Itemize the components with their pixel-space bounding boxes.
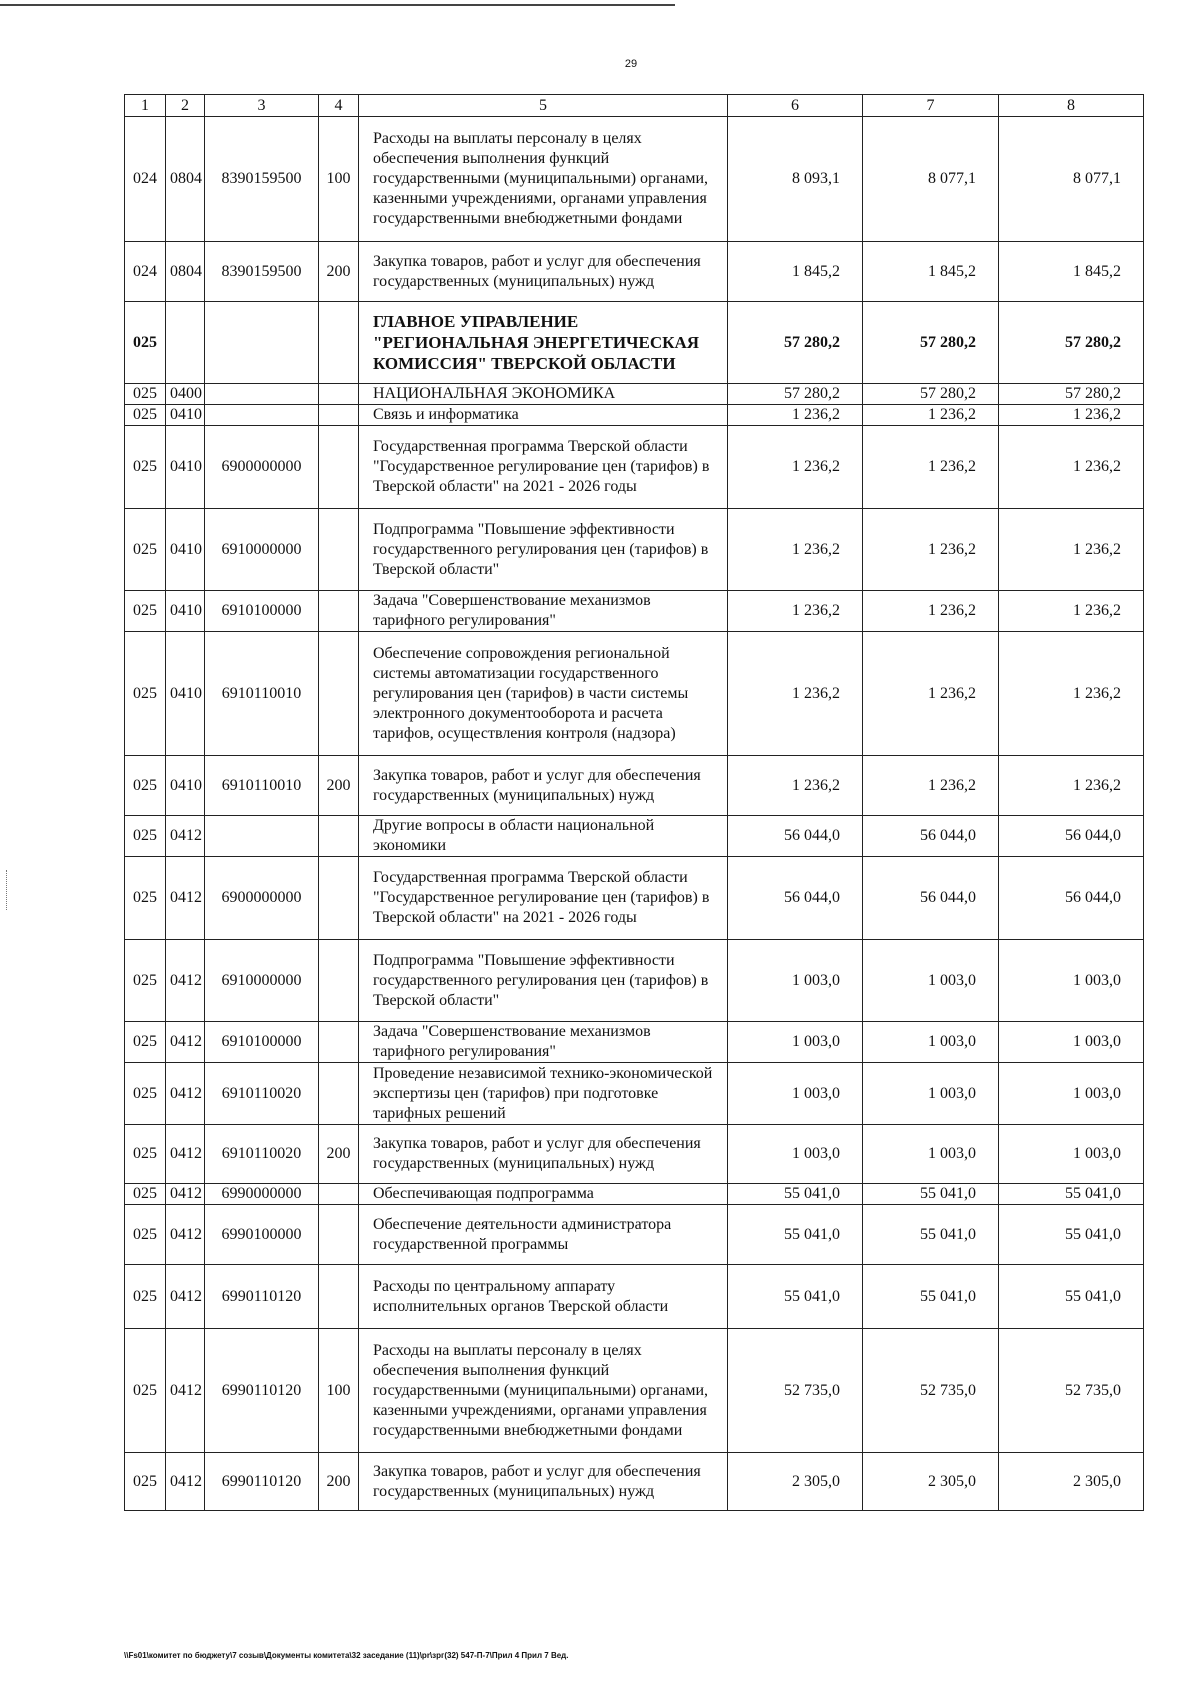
- admin-code-cell: 025: [125, 632, 166, 756]
- expense-type-cell: 200: [319, 1125, 359, 1184]
- table-row: [125, 1125, 1144, 1184]
- description-cell: Государственная программа Тверской области "Государственное регулирование цен (тарифов) в Тверской области" на 2021 - 2026 годы: [359, 857, 728, 940]
- amount-cell: 1 845,2: [863, 242, 999, 302]
- target-article-cell: 6910110020: [205, 1125, 319, 1184]
- amount-cell: 1 003,0: [863, 1125, 999, 1184]
- table-row: [125, 509, 1144, 591]
- admin-code-cell: 025: [125, 940, 166, 1022]
- amount-cell: 2 305,0: [999, 1453, 1144, 1511]
- admin-code-cell: 025: [125, 1205, 166, 1265]
- expense-type-cell: 100: [319, 117, 359, 242]
- section-code-cell: 0412: [166, 1125, 205, 1184]
- table-row: [125, 242, 1144, 302]
- scan-margin-mark: [6, 870, 8, 910]
- page-number: 29: [624, 58, 638, 70]
- table-row: [125, 756, 1144, 816]
- table-row: [125, 816, 1144, 857]
- column-header: 7: [863, 95, 999, 117]
- amount-cell: 56 044,0: [863, 816, 999, 857]
- admin-code-cell: 025: [125, 384, 166, 405]
- description-cell: Расходы по центральному аппарату исполнительных органов Тверской области: [359, 1265, 728, 1329]
- expense-type-cell: [319, 1063, 359, 1125]
- section-code-cell: 0412: [166, 1329, 205, 1453]
- amount-cell: 55 041,0: [728, 1205, 863, 1265]
- expense-type-cell: 200: [319, 242, 359, 302]
- amount-cell: 55 041,0: [999, 1184, 1144, 1205]
- expense-type-cell: [319, 857, 359, 940]
- expense-type-cell: [319, 302, 359, 384]
- section-code-cell: 0412: [166, 940, 205, 1022]
- amount-cell: 57 280,2: [863, 384, 999, 405]
- section-code-cell: 0412: [166, 816, 205, 857]
- target-article-cell: 6910100000: [205, 591, 319, 632]
- target-article-cell: 6910110010: [205, 756, 319, 816]
- description-cell: Другие вопросы в области национальной экономики: [359, 816, 728, 857]
- amount-cell: 1 003,0: [728, 940, 863, 1022]
- amount-cell: 55 041,0: [999, 1265, 1144, 1329]
- description-cell: Государственная программа Тверской области "Государственное регулирование цен (тарифов) в Тверской области" на 2021 - 2026 годы: [359, 426, 728, 509]
- section-code-cell: 0410: [166, 426, 205, 509]
- column-header: 3: [205, 95, 319, 117]
- admin-code-cell: 024: [125, 117, 166, 242]
- admin-code-cell: 025: [125, 1329, 166, 1453]
- amount-cell: 55 041,0: [863, 1184, 999, 1205]
- amount-cell: 55 041,0: [728, 1265, 863, 1329]
- amount-cell: 1 236,2: [863, 426, 999, 509]
- section-code-cell: 0804: [166, 242, 205, 302]
- description-cell: НАЦИОНАЛЬНАЯ ЭКОНОМИКА: [359, 384, 728, 405]
- target-article-cell: 6990100000: [205, 1205, 319, 1265]
- amount-cell: 8 077,1: [863, 117, 999, 242]
- amount-cell: 1 236,2: [999, 426, 1144, 509]
- section-code-cell: 0412: [166, 1205, 205, 1265]
- description-cell: Подпрограмма "Повышение эффективности государственного регулирования цен (тарифов) в Тверской области": [359, 509, 728, 591]
- amount-cell: 1 845,2: [728, 242, 863, 302]
- amount-cell: 1 236,2: [863, 632, 999, 756]
- column-header: 2: [166, 95, 205, 117]
- amount-cell: 1 003,0: [863, 940, 999, 1022]
- table-row: [125, 1453, 1144, 1511]
- footer-file-path: \\Fs01\комитет по бюджету\7 созыв\Документы комитета\32 заседание (11)\pr\зрг(32) 547-П-7\Прил 4 Прил 7 Вед.: [124, 1651, 569, 1660]
- section-code-cell: 0410: [166, 591, 205, 632]
- admin-code-cell: 025: [125, 1184, 166, 1205]
- amount-cell: 1 003,0: [863, 1022, 999, 1063]
- amount-cell: 55 041,0: [863, 1205, 999, 1265]
- description-cell: Обеспечение деятельности администратора государственной программы: [359, 1205, 728, 1265]
- description-cell: Расходы на выплаты персоналу в целях обеспечения выполнения функций государственными (муниципальными) органами, казенными учреждениями, органами управления государственными внебюджетными фондами: [359, 1329, 728, 1453]
- expense-type-cell: [319, 1184, 359, 1205]
- description-cell: Задача "Совершенствование механизмов тарифного регулирования": [359, 1022, 728, 1063]
- admin-code-cell: 025: [125, 816, 166, 857]
- amount-cell: 1 236,2: [863, 509, 999, 591]
- column-header: 4: [319, 95, 359, 117]
- amount-cell: 1 236,2: [863, 756, 999, 816]
- amount-cell: 1 236,2: [999, 591, 1144, 632]
- description-cell: Расходы на выплаты персоналу в целях обеспечения выполнения функций государственными (муниципальными) органами, казенными учреждениями, органами управления государственными внебюджетными фондами: [359, 117, 728, 242]
- target-article-cell: 6910110010: [205, 632, 319, 756]
- amount-cell: 8 077,1: [999, 117, 1144, 242]
- target-article-cell: 6990000000: [205, 1184, 319, 1205]
- amount-cell: 55 041,0: [863, 1265, 999, 1329]
- target-article-cell: 6900000000: [205, 857, 319, 940]
- description-cell: Закупка товаров, работ и услуг для обеспечения государственных (муниципальных) нужд: [359, 1125, 728, 1184]
- table-row: [125, 1205, 1144, 1265]
- expense-type-cell: [319, 1205, 359, 1265]
- table-row: [125, 591, 1144, 632]
- amount-cell: 1 236,2: [728, 756, 863, 816]
- column-header: 1: [125, 95, 166, 117]
- expense-type-cell: [319, 1022, 359, 1063]
- section-code-cell: 0412: [166, 1063, 205, 1125]
- target-article-cell: 8390159500: [205, 242, 319, 302]
- expense-type-cell: [319, 591, 359, 632]
- expense-type-cell: [319, 632, 359, 756]
- amount-cell: 2 305,0: [863, 1453, 999, 1511]
- target-article-cell: 6910100000: [205, 1022, 319, 1063]
- expense-type-cell: 100: [319, 1329, 359, 1453]
- amount-cell: 1 003,0: [999, 940, 1144, 1022]
- expense-type-cell: [319, 426, 359, 509]
- expense-type-cell: 200: [319, 756, 359, 816]
- expense-type-cell: [319, 816, 359, 857]
- amount-cell: 1 236,2: [728, 405, 863, 426]
- section-code-cell: 0412: [166, 1022, 205, 1063]
- amount-cell: 1 236,2: [728, 509, 863, 591]
- amount-cell: 52 735,0: [728, 1329, 863, 1453]
- admin-code-cell: 025: [125, 857, 166, 940]
- section-code-cell: 0410: [166, 509, 205, 591]
- column-header: 5: [359, 95, 728, 117]
- admin-code-cell: 024: [125, 242, 166, 302]
- amount-cell: 1 236,2: [999, 756, 1144, 816]
- table-row: [125, 384, 1144, 405]
- column-header: 8: [999, 95, 1144, 117]
- table-row: [125, 426, 1144, 509]
- table-row: [125, 1265, 1144, 1329]
- amount-cell: 57 280,2: [863, 302, 999, 384]
- admin-code-cell: 025: [125, 426, 166, 509]
- expense-type-cell: [319, 940, 359, 1022]
- section-code-cell: [166, 302, 205, 384]
- section-code-cell: 0410: [166, 632, 205, 756]
- table-row: [125, 632, 1144, 756]
- admin-code-cell: 025: [125, 302, 166, 384]
- description-cell: Закупка товаров, работ и услуг для обеспечения государственных (муниципальных) нужд: [359, 1453, 728, 1511]
- admin-code-cell: 025: [125, 1453, 166, 1511]
- expense-type-cell: [319, 405, 359, 426]
- amount-cell: 1 236,2: [863, 591, 999, 632]
- section-code-cell: 0804: [166, 117, 205, 242]
- admin-code-cell: 025: [125, 1063, 166, 1125]
- amount-cell: 55 041,0: [728, 1184, 863, 1205]
- amount-cell: 1 003,0: [863, 1063, 999, 1125]
- table-row: [125, 940, 1144, 1022]
- amount-cell: 1 845,2: [999, 242, 1144, 302]
- amount-cell: 1 003,0: [728, 1063, 863, 1125]
- admin-code-cell: 025: [125, 509, 166, 591]
- table-row: [125, 117, 1144, 242]
- admin-code-cell: 025: [125, 1265, 166, 1329]
- expense-type-cell: [319, 509, 359, 591]
- amount-cell: 56 044,0: [728, 857, 863, 940]
- admin-code-cell: 025: [125, 1022, 166, 1063]
- amount-cell: 1 236,2: [999, 405, 1144, 426]
- table-row: [125, 1022, 1144, 1063]
- description-cell: Закупка товаров, работ и услуг для обеспечения государственных (муниципальных) нужд: [359, 242, 728, 302]
- amount-cell: 1 003,0: [728, 1125, 863, 1184]
- amount-cell: 1 236,2: [728, 426, 863, 509]
- amount-cell: 55 041,0: [999, 1205, 1144, 1265]
- section-code-cell: 0412: [166, 1184, 205, 1205]
- admin-code-cell: 025: [125, 756, 166, 816]
- target-article-cell: [205, 384, 319, 405]
- description-cell: Проведение независимой технико-экономической экспертизы цен (тарифов) при подготовке тарифных решений: [359, 1063, 728, 1125]
- amount-cell: 1 003,0: [728, 1022, 863, 1063]
- table-header-row: [125, 95, 1144, 117]
- target-article-cell: 6900000000: [205, 426, 319, 509]
- amount-cell: 8 093,1: [728, 117, 863, 242]
- target-article-cell: [205, 816, 319, 857]
- target-article-cell: 6910000000: [205, 940, 319, 1022]
- amount-cell: 2 305,0: [728, 1453, 863, 1511]
- section-code-cell: 0410: [166, 405, 205, 426]
- amount-cell: 1 003,0: [999, 1125, 1144, 1184]
- amount-cell: 1 236,2: [863, 405, 999, 426]
- table-row: [125, 405, 1144, 426]
- target-article-cell: 6910000000: [205, 509, 319, 591]
- amount-cell: 52 735,0: [863, 1329, 999, 1453]
- description-cell: Закупка товаров, работ и услуг для обеспечения государственных (муниципальных) нужд: [359, 756, 728, 816]
- amount-cell: 1 003,0: [999, 1063, 1144, 1125]
- amount-cell: 1 236,2: [728, 591, 863, 632]
- amount-cell: 57 280,2: [728, 384, 863, 405]
- description-cell: Подпрограмма "Повышение эффективности государственного регулирования цен (тарифов) в Тверской области": [359, 940, 728, 1022]
- target-article-cell: 6990110120: [205, 1265, 319, 1329]
- description-cell: Обеспечение сопровождения региональной системы автоматизации государственного регулирования цен (тарифов) в части системы электронного документооборота и расчета тарифов, осуществления контроля (надзора): [359, 632, 728, 756]
- amount-cell: 1 003,0: [999, 1022, 1144, 1063]
- table-row: [125, 1329, 1144, 1453]
- top-edge-rule: [0, 4, 675, 6]
- amount-cell: 56 044,0: [999, 816, 1144, 857]
- amount-cell: 1 236,2: [728, 632, 863, 756]
- admin-code-cell: 025: [125, 405, 166, 426]
- description-cell: ГЛАВНОЕ УПРАВЛЕНИЕ "РЕГИОНАЛЬНАЯ ЭНЕРГЕТИЧЕСКАЯ КОМИССИЯ" ТВЕРСКОЙ ОБЛАСТИ: [359, 302, 728, 384]
- budget-table: [124, 94, 1144, 1511]
- target-article-cell: 6990110120: [205, 1453, 319, 1511]
- table-row: [125, 1063, 1144, 1125]
- admin-code-cell: 025: [125, 1125, 166, 1184]
- table-row: [125, 302, 1144, 384]
- table-row: [125, 1184, 1144, 1205]
- target-article-cell: 6990110120: [205, 1329, 319, 1453]
- admin-code-cell: 025: [125, 591, 166, 632]
- amount-cell: 1 236,2: [999, 632, 1144, 756]
- amount-cell: 57 280,2: [728, 302, 863, 384]
- section-code-cell: 0412: [166, 857, 205, 940]
- section-code-cell: 0400: [166, 384, 205, 405]
- column-header: 6: [728, 95, 863, 117]
- table-row: [125, 857, 1144, 940]
- amount-cell: 56 044,0: [728, 816, 863, 857]
- expense-type-cell: [319, 384, 359, 405]
- target-article-cell: 8390159500: [205, 117, 319, 242]
- description-cell: Задача "Совершенствование механизмов тарифного регулирования": [359, 591, 728, 632]
- amount-cell: 57 280,2: [999, 384, 1144, 405]
- amount-cell: 56 044,0: [999, 857, 1144, 940]
- target-article-cell: [205, 302, 319, 384]
- amount-cell: 52 735,0: [999, 1329, 1144, 1453]
- description-cell: Обеспечивающая подпрограмма: [359, 1184, 728, 1205]
- section-code-cell: 0412: [166, 1265, 205, 1329]
- description-cell: Связь и информатика: [359, 405, 728, 426]
- target-article-cell: [205, 405, 319, 426]
- amount-cell: 56 044,0: [863, 857, 999, 940]
- expense-type-cell: 200: [319, 1453, 359, 1511]
- target-article-cell: 6910110020: [205, 1063, 319, 1125]
- expense-type-cell: [319, 1265, 359, 1329]
- section-code-cell: 0410: [166, 756, 205, 816]
- section-code-cell: 0412: [166, 1453, 205, 1511]
- amount-cell: 1 236,2: [999, 509, 1144, 591]
- amount-cell: 57 280,2: [999, 302, 1144, 384]
